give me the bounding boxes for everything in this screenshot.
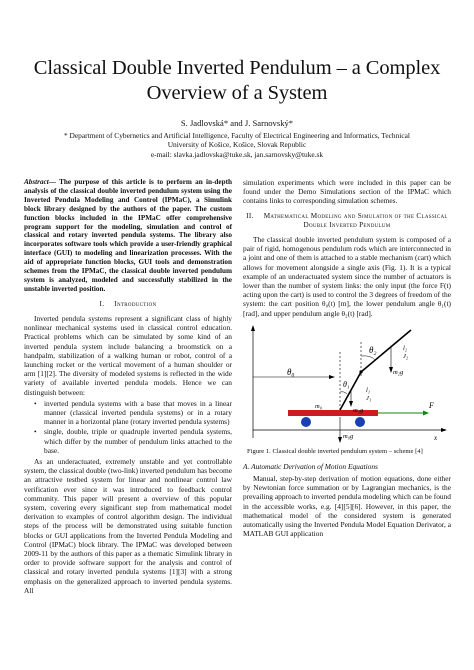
affiliation-line-1: * Department of Cybernetics and Artificial Intelligence, Faculty of Electrical Engineering and Informatics, Technical	[64, 131, 410, 140]
label-theta2: θ₂	[369, 344, 377, 355]
label-J2: J₂	[403, 352, 409, 360]
section-number: I.	[99, 299, 105, 308]
derivation-paragraph: Manual, step-by-step derivation of motion equations, done either by Newtonian force summation or by Lagrangian mechanics, is the prevailing approach to inverted pendula modeling which can be found in the accessible works, e.g. [4][5][6]. However, in this paper, the mathematical model of the considered system is generated automatically using the Inverted Pendula Model Equation Derivator, a MATLAB GUI application	[243, 474, 451, 539]
title-line-1: Classical Double Inverted Pendulum – a Complex	[33, 57, 441, 79]
modeling-paragraph-1: The classical double inverted pendulum system is composed of a pair of rigid, homogenous pendulum rods which are interconnected in a joint and one of them is attached to a stable mechanism (cart) which allows for movement alongside a single axis (Fig. 1). It is a typical example of an underactuated system since the number of actuators is lower than the number of system links: the only input (the force F(t) acting upon the cart) is used to control the 3 degrees of freedom of the system: the cart position θ₀(t) [m], the lower pendulum angle θ₁(t) [rad], and upper pendulum angle θ₂(t) [rad].	[243, 235, 451, 318]
label-m2g: m₂g	[393, 368, 404, 376]
intro-paragraph-2: As an underactuated, extremely unstable and yet controllable system, the classical double (two-link) inverted pendulum has become an attractive testbed system for linear and nonlinear control law verification ever since it was introduced to feedback control community. This paper will present a overview of this popular system, covering every significant step from mathematical model derivation to examples of control algorithm design. The individual steps of the process will be demonstrated using suitable function blocks or GUI applications from the Inverted Pendula Modeling and Control (IPMaC) block library. The IPMaC was developed between 2009-11 by the authors of this paper as a thematic Simulink library in order to provide software support for the analysis and control of classical and rotary inverted pendula systems [1][3] with a strong emphasis on the generalized approach to inverted pendula systems. All	[24, 457, 232, 595]
cart-wheel-right	[355, 417, 365, 427]
section-heading-intro	[24, 300, 232, 309]
abstract-lead: Abstract—	[24, 178, 56, 186]
cart-wheel-left	[301, 417, 311, 427]
intro-paragraph-1: Inverted pendula systems represent a significant class of highly nonlinear mechanical systems used in classical control education. Practical problems which can be simulated by some kind of an inverted pendula system include balancing a broomstick on a handpalm, stabilization of a walking human or robot, control of a launching rocket or the vertical movement of a human shoulder or arm [1][2]. The diversity of modeled systems is reflected in the wide variety of available inverted pendula models. Hence we can distinguish between:	[24, 313, 232, 397]
theta2-arc	[361, 356, 375, 360]
force-arrow	[423, 410, 429, 415]
abstract-text: The purpose of this article is to perform an in-depth analysis of the classical double inverted pendulum system using the Inverted Pendula Modeling and Control (IPMaC), a Simulink block library designed by the authors of the paper. The custom function blocks included in the IPMaC offer comprehensive program support for the modeling, simulation and control of classical and rotary inverted pendula systems. The library also incorporates software tools which provide a user-friendly graphical interface (GUI) to modeling and linearization processes. With the aid of appropriate function blocks, GUI tools and demonstration schemes from the IPMaC, the classical double inverted pendulum system is analyzed, modeled and successfully stabilized in the unstable inverted position.	[24, 178, 232, 293]
list-item: • single, double, triple or quadruple inverted pendula systems, which differ by the number of pendulum links attached to the base.	[44, 427, 232, 455]
cart	[288, 410, 378, 416]
affiliation-line-2: University of Košice, Košice, Slovak Republic	[167, 140, 307, 150]
list-item: • inverted pendula systems with a base that moves in a linear manner (classical inverted pendula systems) or in a rotary manner in a horizontal plane (rotary inverted pendula systems)	[44, 399, 232, 427]
pendulum-diagram	[243, 322, 451, 444]
author-list: S. Jadlovská* and J. Sarnovský*	[180, 118, 294, 128]
label-J1: J₁	[366, 394, 372, 402]
left-column	[24, 178, 232, 595]
title-line-2: Overview of a System	[146, 82, 328, 104]
subsection-heading: A. Automatic Derivation of Motion Equations	[243, 461, 378, 471]
label-l1: l₁	[366, 386, 371, 394]
pendulum-joint	[359, 370, 362, 373]
section-number: II.	[246, 211, 254, 220]
section-heading-modeling	[243, 212, 451, 230]
section-title: Introduction	[114, 299, 157, 308]
theta1-arc	[340, 392, 347, 394]
figure-caption: Figure 1. Classical double inverted pendulum system – scheme [4]	[247, 447, 423, 455]
intro-bullet-list	[24, 399, 232, 455]
continued-paragraph: simulation experiments which were included in this paper can be found under the Demo Simulations section of the IPMaC which contains links to corresponding simulation schemes.	[243, 178, 451, 206]
affiliation	[40, 131, 434, 159]
figure-1	[243, 322, 451, 446]
x-axis-arrow	[441, 428, 447, 432]
affiliation-email: e-mail: slavka.jadlovska@tuke.sk, jan.sarnovsky@tuke.sk	[150, 149, 324, 159]
label-l2: l₂	[403, 344, 408, 352]
label-x: x	[434, 433, 438, 442]
label-theta0: θ₀	[287, 366, 295, 377]
paper-title	[20, 56, 454, 106]
label-theta1: θ₁	[343, 379, 350, 389]
label-F: F	[429, 400, 434, 410]
label-m0: m₀	[315, 402, 322, 410]
label-m1g: m₁g	[353, 406, 364, 414]
label-m0g: m₀g	[343, 432, 354, 440]
section-title: Mathematical Modeling and Simulation of the Classical Double Inverted Pendulum	[263, 211, 448, 229]
abstract	[24, 178, 232, 294]
theta0-arrow	[329, 375, 335, 379]
y-axis-arrow	[251, 325, 255, 331]
m0g-arrow	[338, 437, 342, 443]
right-column	[243, 178, 451, 538]
